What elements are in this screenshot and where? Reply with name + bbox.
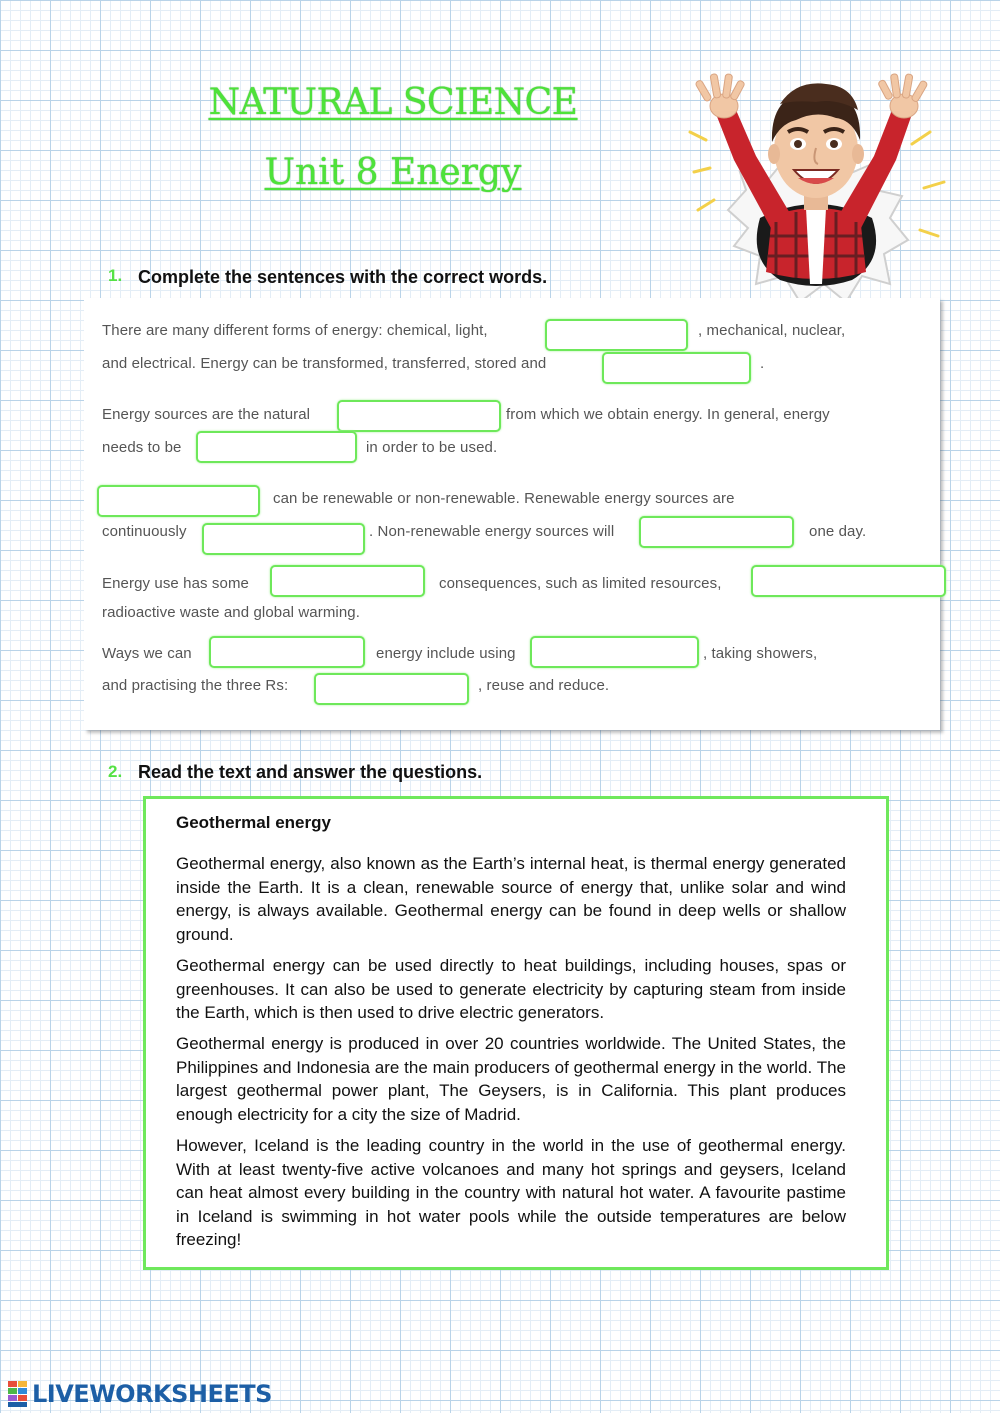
liveworksheets-logo-icon — [8, 1381, 28, 1407]
sentence-text: . — [760, 355, 765, 372]
answer-blank-10[interactable] — [209, 636, 365, 668]
page-title: NATURAL SCIENCE — [208, 82, 578, 123]
sentence-text: , mechanical, nuclear, — [698, 322, 846, 339]
liveworksheets-logo-text: LIVEWORKSHEETS — [32, 1380, 272, 1408]
reading-paragraph: Geothermal energy, also known as the Earth’s internal heat, is thermal energy generated inside the Earth. It is a clean, renewable source of energy that, unlike solar and wind energy, is always available. Geothermal energy can be found in deep wells or shallow ground. — [176, 854, 846, 944]
sentence-text: continuously — [102, 523, 187, 540]
sentence-text: , taking showers, — [703, 645, 818, 662]
sentence-text: one day. — [809, 523, 867, 540]
reading-title: Geothermal energy — [176, 813, 331, 832]
answer-blank-7[interactable] — [639, 516, 794, 548]
answer-blank-8[interactable] — [270, 565, 425, 597]
exercise-1-instruction: Complete the sentences with the correct words. — [138, 267, 548, 287]
answer-blank-5[interactable] — [97, 485, 260, 517]
answer-blank-1[interactable] — [545, 319, 688, 351]
exercise-2-instruction: Read the text and answer the questions. — [138, 762, 483, 782]
sentence-text: , reuse and reduce. — [478, 677, 610, 694]
sentence-text: consequences, such as limited resources, — [439, 575, 722, 592]
reading-paragraph: However, Iceland is the leading country in the world in the use of geothermal energy. With at least twenty-five active volcanoes and many hot springs and geysers, Iceland can heat almost every building in the country with natural hot water. A favourite pastime in Iceland is swimming in hot water pools while the outside temperatures are below freezing! — [176, 1136, 846, 1249]
sentence-text: can be renewable or non-renewable. Renewable energy sources are — [273, 490, 735, 507]
answer-blank-11[interactable] — [530, 636, 699, 668]
page-subtitle: Unit 8 Energy — [264, 152, 522, 193]
sentence-text: Energy use has some — [102, 575, 249, 592]
sentence-text: radioactive waste and global warming. — [102, 604, 361, 621]
sentence-text: and electrical. Energy can be transformed, transferred, stored and — [102, 355, 547, 372]
answer-blank-2[interactable] — [602, 352, 751, 384]
exercise-2-number: 2. — [108, 762, 123, 781]
sentence-text: from which we obtain energy. In general, energy — [506, 406, 830, 423]
sentence-text: and practising the three Rs: — [102, 677, 289, 694]
liveworksheets-logo[interactable] — [8, 1380, 272, 1408]
reading-paragraph: Geothermal energy can be used directly to heat buildings, including houses, spas or greenhouses. It can also be used to generate electricity by capturing steam from inside the Earth, which is then used to drive electric generators. — [176, 956, 846, 1022]
answer-blank-12[interactable] — [314, 673, 469, 705]
sentence-text: There are many different forms of energy: chemical, light, — [102, 322, 488, 339]
answer-blank-4[interactable] — [196, 431, 357, 463]
reading-paragraph: Geothermal energy is produced in over 20 countries worldwide. The United States, the Philippines and Indonesia are the main producers of geothermal energy in the world. The largest geothermal power plant, The Geysers, is in California. This plant produces enough electricity for a city the size of Madrid. — [176, 1034, 846, 1124]
sentence-text: Energy sources are the natural — [102, 406, 311, 423]
sentence-text: Ways we can — [102, 645, 192, 662]
sentence-text: needs to be — [102, 439, 182, 456]
sentence-text: . Non-renewable energy sources will — [369, 523, 615, 540]
sentence-text: energy include using — [376, 645, 516, 662]
reading-text-box — [143, 796, 889, 1270]
answer-blank-9[interactable] — [751, 565, 946, 597]
sentence-text: in order to be used. — [366, 439, 498, 456]
answer-blank-6[interactable] — [202, 523, 365, 555]
answer-blank-3[interactable] — [337, 400, 501, 432]
exercise-1-number: 1. — [108, 266, 123, 285]
avatar-illustration — [676, 40, 966, 310]
